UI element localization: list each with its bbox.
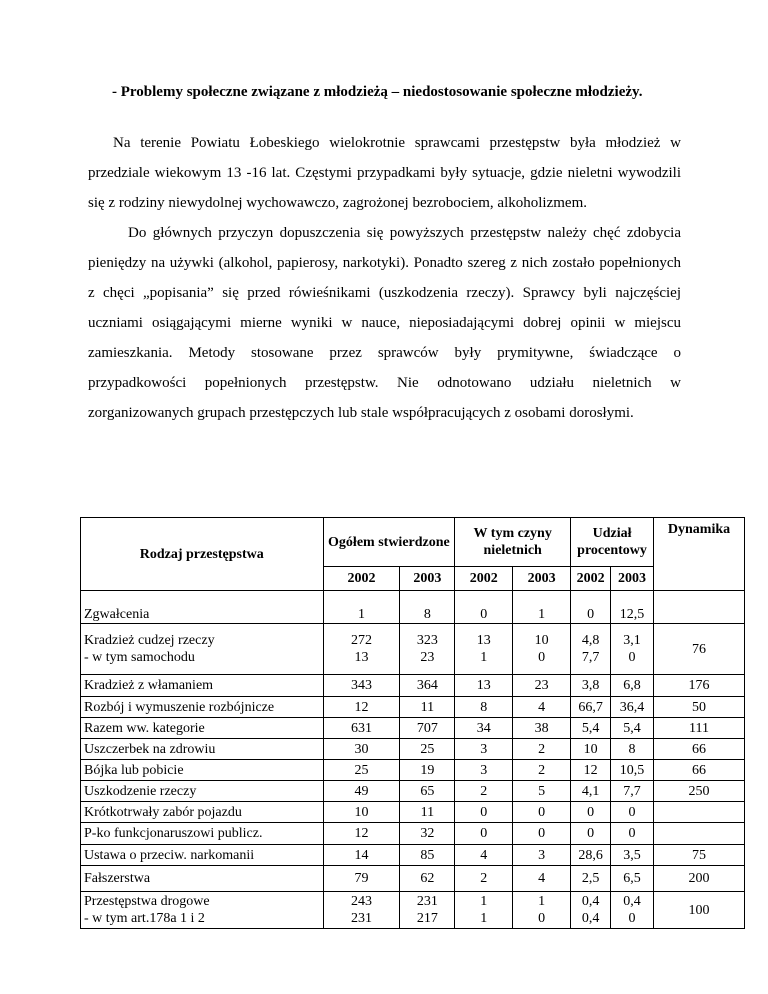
share-2002-cell — [571, 802, 611, 823]
total-2002-cell — [323, 866, 400, 892]
juveniles-2003-value: 1 — [538, 607, 546, 622]
juveniles-2003-cell — [513, 866, 571, 892]
juveniles-2003-cell — [513, 823, 571, 845]
share-2003-cell — [611, 892, 654, 929]
juveniles-2003-value: 4 — [538, 699, 546, 715]
year-header: 2003 — [400, 567, 455, 591]
share-2003-value: 6,8 — [623, 678, 641, 693]
total-2002-value: 25 — [354, 762, 369, 778]
dynamics-cell — [654, 892, 745, 929]
dynamics-cell — [654, 697, 745, 718]
juveniles-2002-value: 2 — [480, 871, 488, 886]
total-2003-value: 707 — [416, 720, 438, 736]
table-row — [81, 591, 745, 624]
row-category-value: Kradzież z włamaniem — [84, 678, 214, 693]
row-category-value: - w tym art.178a 1 i 2 — [84, 911, 205, 926]
row-category-value: Fałszerstwa — [84, 871, 151, 886]
juveniles-2003-cell — [513, 739, 571, 760]
dynamics-value — [654, 825, 744, 842]
row-category-cell — [81, 718, 324, 739]
total-2003-cell — [400, 845, 455, 866]
juveniles-2002-cell — [455, 781, 513, 802]
juveniles-2003-cell — [513, 697, 571, 718]
header-share: Udział procentowy — [571, 518, 654, 567]
share-2003-value: 7,7 — [623, 783, 641, 799]
share-2003-value: 0 — [628, 804, 636, 820]
share-2002-cell — [571, 697, 611, 718]
table-row — [81, 739, 745, 760]
total-2002-cell — [323, 697, 400, 718]
juveniles-2003-cell — [513, 781, 571, 802]
dynamics-cell — [654, 781, 745, 802]
total-2003-cell — [400, 697, 455, 718]
total-2002-cell — [323, 845, 400, 866]
total-2002-cell — [323, 802, 400, 823]
share-2003-cell — [611, 781, 654, 802]
share-2002-cell — [571, 739, 611, 760]
total-2002-cell — [323, 892, 400, 929]
share-2002-value: 2,5 — [581, 871, 600, 886]
juveniles-2003-cell — [513, 892, 571, 929]
total-2003-cell — [400, 892, 455, 929]
share-2003-cell — [611, 624, 654, 675]
share-2002-cell — [571, 892, 611, 929]
total-2002-value: 30 — [354, 741, 369, 757]
total-2003-value: 65 — [420, 783, 435, 799]
header-total: Ogółem stwierdzone — [323, 518, 455, 567]
juveniles-2002-value: 0 — [480, 804, 488, 820]
juveniles-2002-cell — [455, 739, 513, 760]
share-2003-cell — [611, 802, 654, 823]
juveniles-2003-cell — [513, 675, 571, 697]
row-category-cell — [81, 739, 324, 760]
table-row — [81, 718, 745, 739]
total-2003-value: 231 — [416, 894, 438, 909]
share-2003-cell — [611, 697, 654, 718]
total-2002-value: 14 — [354, 847, 369, 863]
share-2002-cell — [571, 781, 611, 802]
juveniles-2002-value: 8 — [480, 699, 488, 715]
total-2002-cell — [323, 781, 400, 802]
share-2002-value: 66,7 — [578, 699, 603, 715]
total-2003-value: 8 — [423, 607, 431, 622]
juveniles-2003-value: 38 — [534, 720, 549, 736]
juveniles-2003-cell — [513, 624, 571, 675]
dynamics-value: 250 — [688, 783, 710, 799]
juveniles-2003-value: 0 — [538, 826, 546, 841]
dynamics-value: 76 — [692, 641, 706, 657]
crime-statistics-table — [80, 517, 745, 929]
total-2002-cell — [323, 624, 400, 675]
juveniles-2002-value: 0 — [480, 607, 488, 622]
juveniles-2002-value: 4 — [480, 847, 488, 863]
share-2002-value: 0 — [587, 607, 595, 622]
juveniles-2003-cell — [513, 718, 571, 739]
total-2002-value: 343 — [350, 678, 372, 693]
share-2003-value: 0,4 — [623, 894, 641, 909]
juveniles-2002-cell — [455, 845, 513, 866]
row-category-cell — [81, 760, 324, 781]
dynamics-cell — [654, 823, 745, 845]
table-body — [81, 591, 745, 929]
share-2002-cell — [571, 718, 611, 739]
dynamics-cell — [654, 802, 745, 823]
share-2002-cell — [571, 845, 611, 866]
row-category-value: Zgwałcenia — [84, 607, 150, 622]
share-2002-cell — [571, 591, 611, 624]
total-2003-cell — [400, 718, 455, 739]
row-category-cell — [81, 892, 324, 929]
share-2003-value: 6,5 — [623, 871, 641, 886]
share-2003-value: 12,5 — [619, 607, 645, 622]
juveniles-2002-cell — [455, 823, 513, 845]
total-2003-value: 85 — [420, 847, 435, 863]
share-2003-value: 36,4 — [619, 699, 645, 715]
dynamics-cell — [654, 739, 745, 760]
table-row — [81, 823, 745, 845]
row-category-cell — [81, 781, 324, 802]
total-2002-value: 49 — [354, 783, 369, 799]
juveniles-2002-cell — [455, 675, 513, 697]
row-category-value: Bójka lub pobicie — [84, 762, 184, 778]
juveniles-2002-cell — [455, 866, 513, 892]
total-2003-cell — [400, 624, 455, 675]
dynamics-cell — [654, 675, 745, 697]
share-2003-cell — [611, 739, 654, 760]
share-2003-value: 0 — [628, 911, 636, 926]
juveniles-2003-value: 1 — [538, 894, 546, 909]
juveniles-2003-value: 0 — [538, 650, 546, 665]
share-2003-value: 5,4 — [623, 720, 641, 736]
row-category-value: Razem ww. kategorie — [84, 720, 205, 736]
total-2002-value: 79 — [354, 871, 369, 886]
share-2002-cell — [571, 624, 611, 675]
table-row — [81, 866, 745, 892]
dynamics-cell — [654, 718, 745, 739]
total-2002-cell — [323, 675, 400, 697]
dynamics-value: 75 — [692, 847, 706, 863]
juveniles-2003-value: 2 — [538, 762, 546, 778]
total-2002-value: 13 — [354, 650, 369, 665]
share-2003-cell — [611, 845, 654, 866]
total-2002-value: 231 — [350, 911, 372, 926]
total-2002-value: 10 — [354, 804, 369, 820]
paragraph-1: Na terenie Powiatu Łobeskiego wielokrotnie sprawcami przestępstw była młodzież w przedziale wiekowym 13 -16 lat. Częstymi przypadkami były sytuacje, gdzie nieletni wywodzili się z rodziny niewydolnej wychowawczo, zagrożonej bezrobociem, alkoholizmem. — [88, 135, 681, 211]
share-2002-value: 12 — [583, 762, 598, 778]
juveniles-2002-value: 1 — [480, 894, 488, 909]
share-2002-cell — [571, 823, 611, 845]
row-category-value: Ustawa o przeciw. narkomanii — [84, 847, 255, 863]
total-2003-cell — [400, 739, 455, 760]
share-2003-cell — [611, 718, 654, 739]
total-2002-value: 631 — [350, 720, 372, 736]
total-2003-cell — [400, 802, 455, 823]
dynamics-value: 100 — [688, 902, 710, 918]
juveniles-2002-cell — [455, 760, 513, 781]
juveniles-2002-cell — [455, 718, 513, 739]
total-2003-value: 25 — [420, 741, 435, 757]
juveniles-2002-cell — [455, 802, 513, 823]
juveniles-2003-cell — [513, 760, 571, 781]
dynamics-cell — [654, 866, 745, 892]
table-row — [81, 675, 745, 697]
juveniles-2002-value: 13 — [476, 633, 491, 648]
row-category-value: Przestępstwa drogowe — [84, 894, 210, 909]
juveniles-2003-cell — [513, 845, 571, 866]
dynamics-value: 111 — [689, 720, 709, 736]
dynamics-value: 50 — [692, 699, 706, 715]
total-2003-cell — [400, 866, 455, 892]
total-2003-value: 23 — [420, 650, 435, 665]
row-category-cell — [81, 624, 324, 675]
juveniles-2003-value: 23 — [534, 678, 549, 693]
share-2003-value: 8 — [628, 741, 636, 757]
row-category-cell — [81, 591, 324, 624]
header-category: Rodzaj przestępstwa — [81, 518, 324, 591]
total-2002-value: 1 — [357, 607, 365, 622]
juveniles-2002-value: 3 — [480, 741, 488, 757]
juveniles-2002-value: 0 — [480, 826, 488, 841]
total-2003-value: 62 — [420, 871, 435, 886]
total-2003-value: 323 — [416, 633, 438, 648]
row-category-cell — [81, 802, 324, 823]
juveniles-2002-value: 3 — [480, 762, 488, 778]
total-2003-cell — [400, 760, 455, 781]
share-2002-value: 5,4 — [581, 720, 600, 736]
total-2003-value: 32 — [420, 826, 435, 841]
share-2002-value: 3,8 — [581, 678, 600, 693]
share-2003-cell — [611, 675, 654, 697]
share-2002-cell — [571, 675, 611, 697]
header-juveniles: W tym czyny nieletnich — [455, 518, 571, 567]
table-row — [81, 697, 745, 718]
dynamics-value — [654, 804, 744, 821]
share-2002-value: 0 — [587, 826, 595, 841]
total-2002-cell — [323, 739, 400, 760]
juveniles-2003-value: 0 — [538, 804, 546, 820]
dynamics-cell — [654, 591, 745, 624]
row-category-value: - w tym samochodu — [84, 650, 195, 665]
table-row — [81, 845, 745, 866]
juveniles-2002-cell — [455, 624, 513, 675]
row-category-cell — [81, 866, 324, 892]
dynamics-cell — [654, 624, 745, 675]
total-2003-cell — [400, 781, 455, 802]
total-2003-cell — [400, 591, 455, 624]
total-2003-value: 217 — [416, 911, 438, 926]
dynamics-value: 66 — [692, 741, 706, 757]
juveniles-2002-cell — [455, 591, 513, 624]
juveniles-2003-value: 10 — [534, 633, 549, 648]
year-header: 2002 — [571, 567, 611, 591]
total-2003-value: 11 — [420, 804, 435, 820]
share-2003-cell — [611, 866, 654, 892]
juveniles-2002-cell — [455, 892, 513, 929]
row-category-value: Uszczerbek na zdrowiu — [84, 741, 216, 757]
juveniles-2002-value: 2 — [480, 783, 488, 799]
total-2002-cell — [323, 718, 400, 739]
total-2003-value: 11 — [420, 699, 435, 715]
row-category-cell — [81, 845, 324, 866]
table-row — [81, 781, 745, 802]
year-header: 2002 — [455, 567, 513, 591]
year-header: 2003 — [513, 567, 571, 591]
share-2002-value: 10 — [583, 741, 598, 757]
share-2003-cell — [611, 823, 654, 845]
table-row — [81, 624, 745, 675]
row-category-value: Rozbój i wymuszenie rozbójnicze — [84, 699, 275, 715]
dynamics-value: 200 — [688, 871, 710, 886]
juveniles-2003-value: 0 — [538, 911, 546, 926]
row-category-cell — [81, 675, 324, 697]
share-2002-value: 0 — [587, 804, 595, 820]
dynamics-value — [654, 606, 744, 623]
total-2003-value: 19 — [420, 762, 435, 778]
row-category-value: Uszkodzenie rzeczy — [84, 783, 197, 799]
share-2003-value: 10,5 — [619, 762, 645, 778]
share-2002-value: 0,4 — [581, 911, 600, 926]
juveniles-2003-value: 3 — [538, 847, 546, 863]
total-2002-cell — [323, 591, 400, 624]
row-category-value: Kradzież cudzej rzeczy — [84, 633, 215, 648]
juveniles-2003-value: 5 — [538, 783, 546, 799]
share-2002-value: 28,6 — [578, 847, 603, 863]
share-2003-value: 0 — [628, 650, 636, 665]
section-heading: - Problemy społeczne związane z młodzieżą – niedostosowanie społeczne młodzieży. — [112, 84, 643, 100]
juveniles-2002-value: 34 — [476, 720, 491, 736]
share-2003-value: 3,1 — [623, 633, 641, 648]
row-category-cell — [81, 697, 324, 718]
row-category-value: Krótkotrwały zabór pojazdu — [84, 804, 242, 820]
dynamics-value: 66 — [692, 762, 706, 778]
dynamics-cell — [654, 760, 745, 781]
total-2002-value: 12 — [354, 826, 369, 841]
total-2002-cell — [323, 823, 400, 845]
juveniles-2003-cell — [513, 591, 571, 624]
juveniles-2002-value: 1 — [480, 911, 488, 926]
share-2003-value: 0 — [628, 826, 636, 841]
share-2003-value: 3,5 — [623, 847, 641, 863]
juveniles-2002-value: 13 — [476, 678, 491, 693]
dynamics-cell — [654, 845, 745, 866]
juveniles-2002-value: 1 — [480, 650, 488, 665]
header-dynamics: Dynamika — [654, 518, 745, 591]
share-2003-cell — [611, 591, 654, 624]
total-2002-value: 243 — [350, 894, 372, 909]
juveniles-2003-value: 4 — [538, 871, 546, 886]
dynamics-value: 176 — [688, 678, 710, 693]
table-row — [81, 802, 745, 823]
year-header: 2002 — [323, 567, 400, 591]
share-2002-value: 0,4 — [581, 894, 600, 909]
total-2002-value: 272 — [350, 633, 372, 648]
share-2002-value: 4,8 — [581, 633, 600, 648]
total-2003-cell — [400, 675, 455, 697]
total-2003-cell — [400, 823, 455, 845]
share-2002-value: 4,1 — [581, 783, 600, 799]
table-row — [81, 892, 745, 929]
total-2003-value: 364 — [416, 678, 438, 693]
juveniles-2003-cell — [513, 802, 571, 823]
share-2002-cell — [571, 760, 611, 781]
share-2002-cell — [571, 866, 611, 892]
paragraph-2: Do głównych przyczyn dopuszczenia się powyższych przestępstw należy chęć zdobycia pieniędzy na używki (alkohol, papierosy, narkotyki). Ponadto szereg z nich zostało popełnionych z chęci „popisania” się przed rówieśnikami (uszkodzenia rzeczy). Sprawcy byli najczęściej uczniami osiągającymi mierne wyniki w nauce, nieposiadającymi dobrej opinii w miejscu zamieszkania. Metody stosowane przez sprawców były prymitywne, świadczące o przypadkowości popełnionych przestępstw. Nie odnotowano udziału nieletnich w zorganizowanych grupach przestępczych lub stale współpracujących z osobami dorosłymi. — [88, 225, 681, 421]
row-category-value: P-ko funkcjonaruszowi publicz. — [84, 826, 263, 841]
table-row — [81, 760, 745, 781]
share-2003-cell — [611, 760, 654, 781]
share-2002-value: 7,7 — [581, 650, 600, 665]
juveniles-2002-cell — [455, 697, 513, 718]
year-header: 2003 — [611, 567, 654, 591]
total-2002-value: 12 — [354, 699, 369, 715]
juveniles-2003-value: 2 — [538, 741, 546, 757]
row-category-cell — [81, 823, 324, 845]
total-2002-cell — [323, 760, 400, 781]
